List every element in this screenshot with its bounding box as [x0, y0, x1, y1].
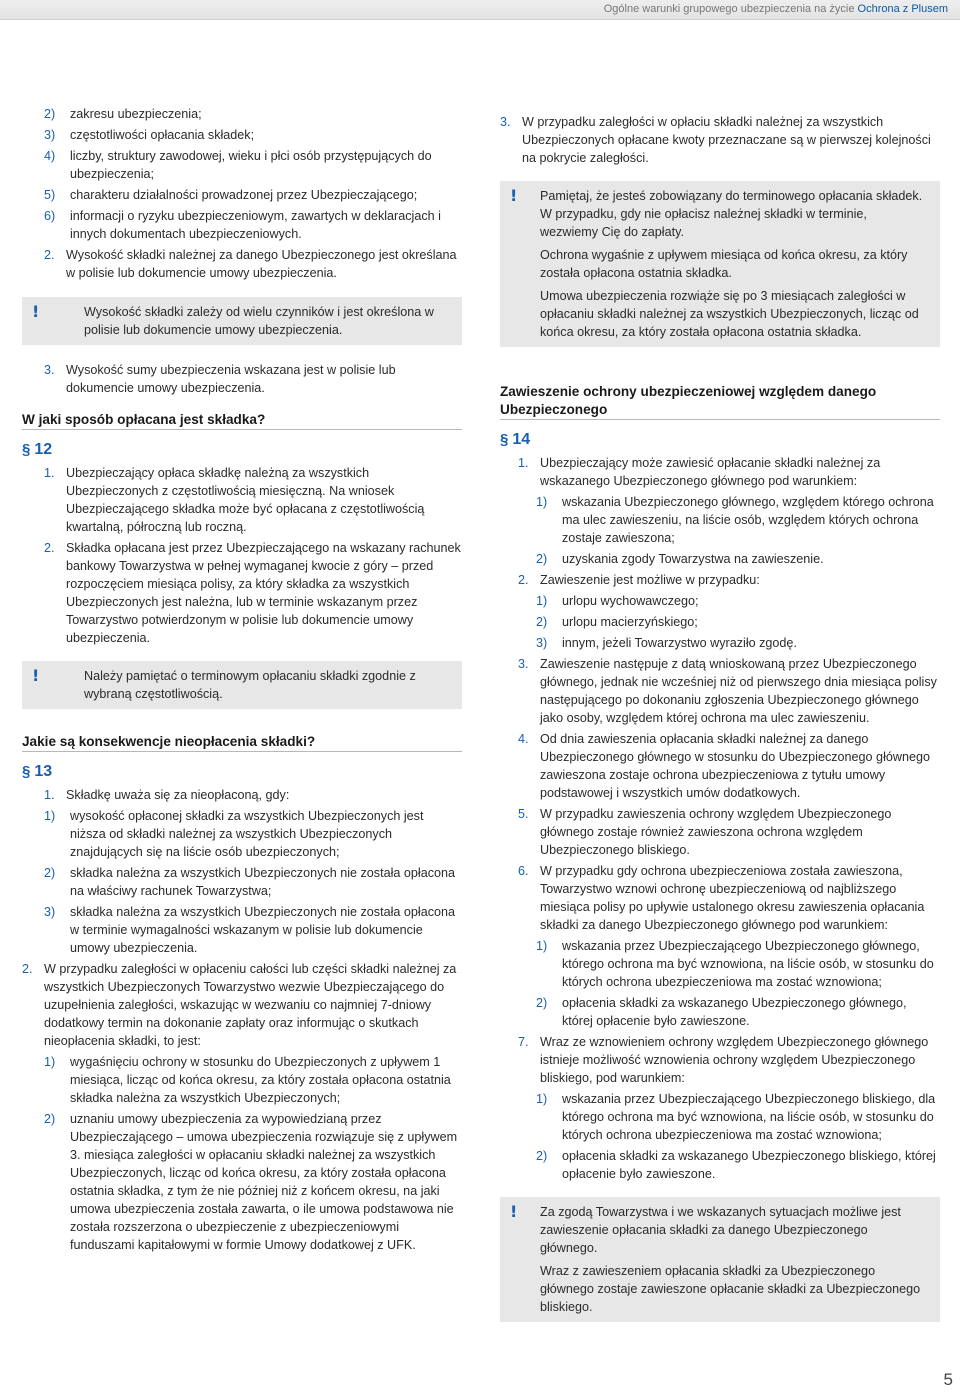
- list-number: 3): [44, 128, 56, 142]
- list-number: 1): [44, 1055, 56, 1069]
- list-item: [44, 903, 462, 957]
- paragraph-number: 2.: [518, 573, 529, 587]
- list-item: [518, 994, 940, 1030]
- exclamation-icon: !: [32, 666, 40, 685]
- paragraph-text: W przypadku zaległości w opłaceniu całości lub części składki należnej za wszystkich Ubezpieczonych Towarzystwo wezwie Ubezpieczającego do uzupełnienia zaległości, wskazując w wezwaniu co najmniej 7-dniowy dodatkowy termin na dokonanie zapłaty oraz informując o skutkach nieopłacenia składki, to jest:: [44, 962, 457, 1048]
- list-item: [44, 807, 462, 861]
- list-number: 5): [44, 188, 56, 202]
- paragraph-text: Zawieszenie jest możliwe w przypadku:: [540, 573, 760, 587]
- list-item: [518, 1147, 940, 1183]
- note-box: [500, 181, 940, 347]
- heading-suspension: Zawieszenie ochrony ubezpieczeniowej względem danego Ubezpieczonego: [500, 384, 877, 417]
- list-text: uzyskania zgody Towarzystwa na zawieszenie.: [562, 552, 824, 566]
- paragraph-number: 3.: [44, 363, 55, 377]
- note-text: Należy pamiętać o terminowym opłacaniu składki zgodnie z wybraną częstotliwością.: [84, 669, 416, 701]
- paragraph: [44, 464, 462, 536]
- list-text: charakteru działalności prowadzonej przez Ubezpieczającego;: [70, 188, 418, 202]
- header-brand: Ochrona z Plusem: [857, 3, 948, 15]
- paragraph: [518, 571, 940, 589]
- paragraph: [44, 539, 462, 647]
- paragraph-text: Od dnia zawieszenia opłacania składki należnej za danego Ubezpieczonego głównego w stosunku do Ubezpieczonego głównego zawieszona zostaje ochrona ubezpieczeniowa z tytułu umowy podstawowej i wszystkich umów dodatkowych.: [540, 732, 930, 800]
- section-number: 12: [34, 441, 53, 458]
- paragraph-2: [22, 246, 462, 282]
- section-heading: [22, 733, 462, 752]
- list-text: wskazania przez Ubezpieczającego Ubezpieczonego głównego, którego ochrona ma być wznowiona, na liście osób, w stosunku do których ochrona ubezpieczeniowa ma zostać wznowiona;: [562, 939, 934, 989]
- section-marker-12: [22, 440, 462, 460]
- paragraph-number: 1.: [44, 466, 55, 480]
- paragraph-3: [482, 113, 940, 167]
- paragraph-text: W przypadku zawieszenia ochrony względem Ubezpieczonego głównego zostaje również zawieszona ochrona względem Ubezpieczonego bliskiego.: [540, 807, 892, 857]
- section-heading: [500, 383, 940, 420]
- list-item: [44, 1110, 462, 1254]
- page-number: 5: [943, 1370, 953, 1389]
- left-column: [22, 105, 462, 1257]
- list-number: 1): [536, 594, 548, 608]
- list-text: wskazania przez Ubezpieczającego Ubezpieczonego bliskiego, dla którego ochrona ma być wznowiona, na liście osób, w stosunku do których ochrona ubezpieczeniowa ma zostać wznowiona;: [562, 1092, 936, 1142]
- list-text: urlopu macierzyńskiego;: [562, 615, 698, 629]
- list-text: częstotliwości opłacania składek;: [70, 128, 255, 142]
- header-title: [604, 2, 948, 16]
- paragraph: [518, 1033, 940, 1087]
- section-13-body: [22, 786, 462, 1254]
- exclamation-icon: !: [32, 302, 40, 321]
- list-text: innym, jeżeli Towarzystwo wyraziło zgodę.: [562, 636, 797, 650]
- section-number: 13: [34, 763, 53, 780]
- paragraph-number: 6.: [518, 864, 529, 878]
- exclamation-icon: !: [510, 186, 518, 205]
- paragraph-text: Wysokość sumy ubezpieczenia wskazana jest w polisie lub dokumencie umowy ubezpieczenia.: [66, 363, 396, 395]
- list-text: liczby, struktury zawodowej, wieku i płci osób przystępujących do ubezpieczenia;: [70, 149, 432, 181]
- list-item: [44, 207, 462, 243]
- section-marker-14: [500, 430, 940, 450]
- exclamation-icon: !: [510, 1202, 518, 1221]
- right-column: [500, 113, 940, 1322]
- list-text: składka należna za wszystkich Ubezpieczonych nie została opłacona na właściwy rachunek Towarzystwa;: [70, 866, 456, 898]
- paragraph-number: 1.: [518, 456, 529, 470]
- list-text: opłacenia składki za wskazanego Ubezpieczonego głównego, której opłacenie było zawieszone.: [562, 996, 907, 1028]
- paragraph-text: W przypadku zaległości w opłaciu składki należnej za wszystkich Ubezpieczonych opłacane kwoty przeznaczane są w pierwszej kolejności na pokrycie zaległości.: [522, 115, 931, 165]
- paragraph: [22, 960, 462, 1050]
- list-number: 3): [44, 905, 56, 919]
- list-number: 2): [536, 996, 548, 1010]
- section-heading: [22, 411, 462, 430]
- list-number: 1): [44, 809, 56, 823]
- header-doc-title: Ogólne warunki grupowego ubezpieczenia na życie: [603, 3, 855, 15]
- list-item: [44, 864, 462, 900]
- paragraph: [518, 655, 940, 727]
- paragraph: [518, 730, 940, 802]
- note-box: [22, 661, 462, 709]
- section-14-body: [500, 454, 940, 1183]
- paragraph-number: 2.: [44, 541, 55, 555]
- paragraph: [44, 786, 462, 804]
- section-number: 14: [512, 431, 531, 448]
- note-box: [500, 1197, 940, 1322]
- paragraph-number: 7.: [518, 1035, 529, 1049]
- list-item: [518, 592, 940, 610]
- list-text: urlopu wychowawczego;: [562, 594, 699, 608]
- list-text: informacji o ryzyku ubezpieczeniowym, zawartych w deklaracjach i innych dokumentach ubezpieczeniowych.: [70, 209, 441, 241]
- list-number: 2): [44, 1112, 56, 1126]
- list-text: wskazania Ubezpieczonego głównego, względem którego ochrona ma ulec zawieszeniu, na liście osób, względem których ochrona zostaje zawieszona;: [562, 495, 934, 545]
- note-text: Wraz z zawieszeniem opłacania składki za Ubezpieczonego głównego zostaje zawieszone opłacanie składki za Ubezpieczonego bliskiego.: [540, 1264, 921, 1314]
- note-text: Pamiętaj, że jesteś zobowiązany do terminowego opłacania składek. W przypadku, gdy nie opłacisz należnej składki w terminie, wezwiemy Cię do zapłaty.: [540, 189, 923, 239]
- list-number: 2): [536, 1149, 548, 1163]
- note-text: Za zgodą Towarzystwa i we wskazanych sytuacjach możliwe jest zawieszenie opłacania składki za danego Ubezpieczonego głównego.: [540, 1205, 901, 1255]
- list-continued: [22, 105, 462, 243]
- note-text: Ochrona wygaśnie z upływem miesiąca od końca okresu, za który została opłacona ostatnia składka.: [540, 248, 908, 280]
- note-box: [22, 297, 462, 345]
- list-number: 3): [536, 636, 548, 650]
- paragraph: [518, 805, 940, 859]
- paragraph-text: W przypadku gdy ochrona ubezpieczeniowa została zawieszona, Towarzystwo wznowi ochronę ubezpieczeniową od najbliższego miesiąca polisy po upływie ustalonego okresu zawieszenia opłacania składki za danego Ubezpieczonego głównego pod warunkiem:: [540, 864, 925, 932]
- paragraph-number: 3.: [500, 115, 511, 129]
- list-item: [44, 186, 462, 204]
- paragraph: [518, 454, 940, 490]
- paragraph-text: Wysokość składki należnej za danego Ubezpieczonego jest określana w polisie lub dokumencie umowy ubezpieczenia.: [66, 248, 457, 280]
- list-item: [518, 1090, 940, 1144]
- list-number: 1): [536, 495, 548, 509]
- list-item: [518, 937, 940, 991]
- paragraph-text: Składkę uważa się za nieopłaconą, gdy:: [66, 788, 290, 802]
- paragraph-text: Wraz ze wznowieniem ochrony względem Ubezpieczonego głównego istnieje możliwość wznowienia ochrony względem Ubezpieczonego bliskiego, pod warunkiem:: [540, 1035, 929, 1085]
- section-sign-icon: §: [22, 763, 31, 780]
- note-text: Wysokość składki zależy od wielu czynników i jest określona w polisie lub dokumencie umowy ubezpieczenia.: [84, 305, 434, 337]
- section-12-body: [22, 464, 462, 647]
- list-number: 2): [44, 107, 56, 121]
- list-item: [44, 1053, 462, 1107]
- list-item: [44, 147, 462, 183]
- paragraph-3: [22, 361, 462, 397]
- list-item: [44, 105, 462, 123]
- list-item: [518, 613, 940, 631]
- paragraph-text: Zawieszenie następuje z datą wnioskowaną przez Ubezpieczonego głównego, jednak nie wcześniej niż od pierwszego dnia miesiąca polisy następującego po dokonaniu zgłoszenia Ubezpieczonego głównego jako osoby, względem której ochrona ma ulec zawieszeniu.: [540, 657, 937, 725]
- list-text: wygaśnięciu ochrony w stosunku do Ubezpieczonych z upływem 1 miesiąca, licząc od końca okresu, za który została opłacona ostatnia składka należna za wszystkich Ubezpieczonych;: [70, 1055, 451, 1105]
- list-item: [44, 126, 462, 144]
- list-number: 1): [536, 939, 548, 953]
- list-text: składka należna za wszystkich Ubezpieczonych nie została opłacona w terminie wymagalności wskazanym w polisie lub dokumencie umowy ubezpieczenia.: [70, 905, 456, 955]
- section-marker-13: [22, 762, 462, 782]
- list-text: uznaniu umowy ubezpieczenia za wypowiedzianą przez Ubezpieczającego – umowa ubezpieczenia rozwiązuje się z upływem 3. miesiąca zaległości w opłacaniu składki należnej za wszystkich Ubezpieczonych, licząc od końca okresu, za który została opłacona ostatnia składka, z tym że nie później niż z końcem okresu, na jaki umowa ubezpieczenia została zawarta, o ile umowa podstawowa nie została rozszerzona o ubezpieczenie z ubezpieczeniowymi funduszami kapitałowymi w formie Umowy dodatkowej z UFK.: [70, 1112, 458, 1252]
- list-item: [518, 493, 940, 547]
- list-item: [518, 634, 940, 652]
- paragraph-text: Składka opłacana jest przez Ubezpieczającego na wskazany rachunek bankowy Towarzystwa w pełnej wymaganej kwocie z góry – przed rozpoczęciem miesiąca polisy, za który składka za wszystkich Ubezpieczonych jest należna, lub w terminie wskazanym przez Towarzystwo potwierdzonym w polisie lub dokumencie umowy ubezpieczenia.: [66, 541, 461, 645]
- heading-payment: W jaki sposób opłacana jest składka?: [22, 412, 266, 427]
- section-sign-icon: §: [22, 441, 31, 458]
- paragraph: [518, 862, 940, 934]
- paragraph-number: 4.: [518, 732, 529, 746]
- paragraph-number: 5.: [518, 807, 529, 821]
- heading-consequences: Jakie są konsekwencje nieopłacenia składki?: [22, 734, 316, 749]
- paragraph-number: 2.: [44, 248, 55, 262]
- list-text: zakresu ubezpieczenia;: [70, 107, 202, 121]
- list-number: 4): [44, 149, 56, 163]
- section-sign-icon: §: [500, 431, 509, 448]
- paragraph-number: 3.: [518, 657, 529, 671]
- page-header: [0, 0, 960, 20]
- list-number: 2): [44, 866, 56, 880]
- paragraph-number: 1.: [44, 788, 55, 802]
- list-text: opłacenia składki za wskazanego Ubezpieczonego bliskiego, której opłacenie było zawieszone.: [562, 1149, 936, 1181]
- note-text: Umowa ubezpieczenia rozwiąże się po 3 miesiącach zaległości w opłacaniu składki należnej za wszystkich Ubezpieczonych, licząc od końca okresu, za który została opłacona ostatnia składka.: [540, 289, 919, 339]
- paragraph-text: Ubezpieczający opłaca składkę należną za wszystkich Ubezpieczonych z częstotliwością miesięczną. Na wniosek Ubezpieczającego składka może być opłacana z częstotliwością kwartalną, półroczną lub roczną.: [66, 466, 425, 534]
- list-item: [518, 550, 940, 568]
- list-number: 1): [536, 1092, 548, 1106]
- paragraph-text: Ubezpieczający może zawiesić opłacanie składki należnej za wskazanego Ubezpieczonego głównego pod warunkiem:: [540, 456, 881, 488]
- list-number: 6): [44, 209, 56, 223]
- paragraph-number: 2.: [22, 962, 33, 976]
- list-text: wysokość opłaconej składki za wszystkich Ubezpieczonych jest niższa od składki należnej za wszystkich Ubezpieczonych znajdujących się na liście osób ubezpieczonych;: [70, 809, 424, 859]
- list-number: 2): [536, 552, 548, 566]
- list-number: 2): [536, 615, 548, 629]
